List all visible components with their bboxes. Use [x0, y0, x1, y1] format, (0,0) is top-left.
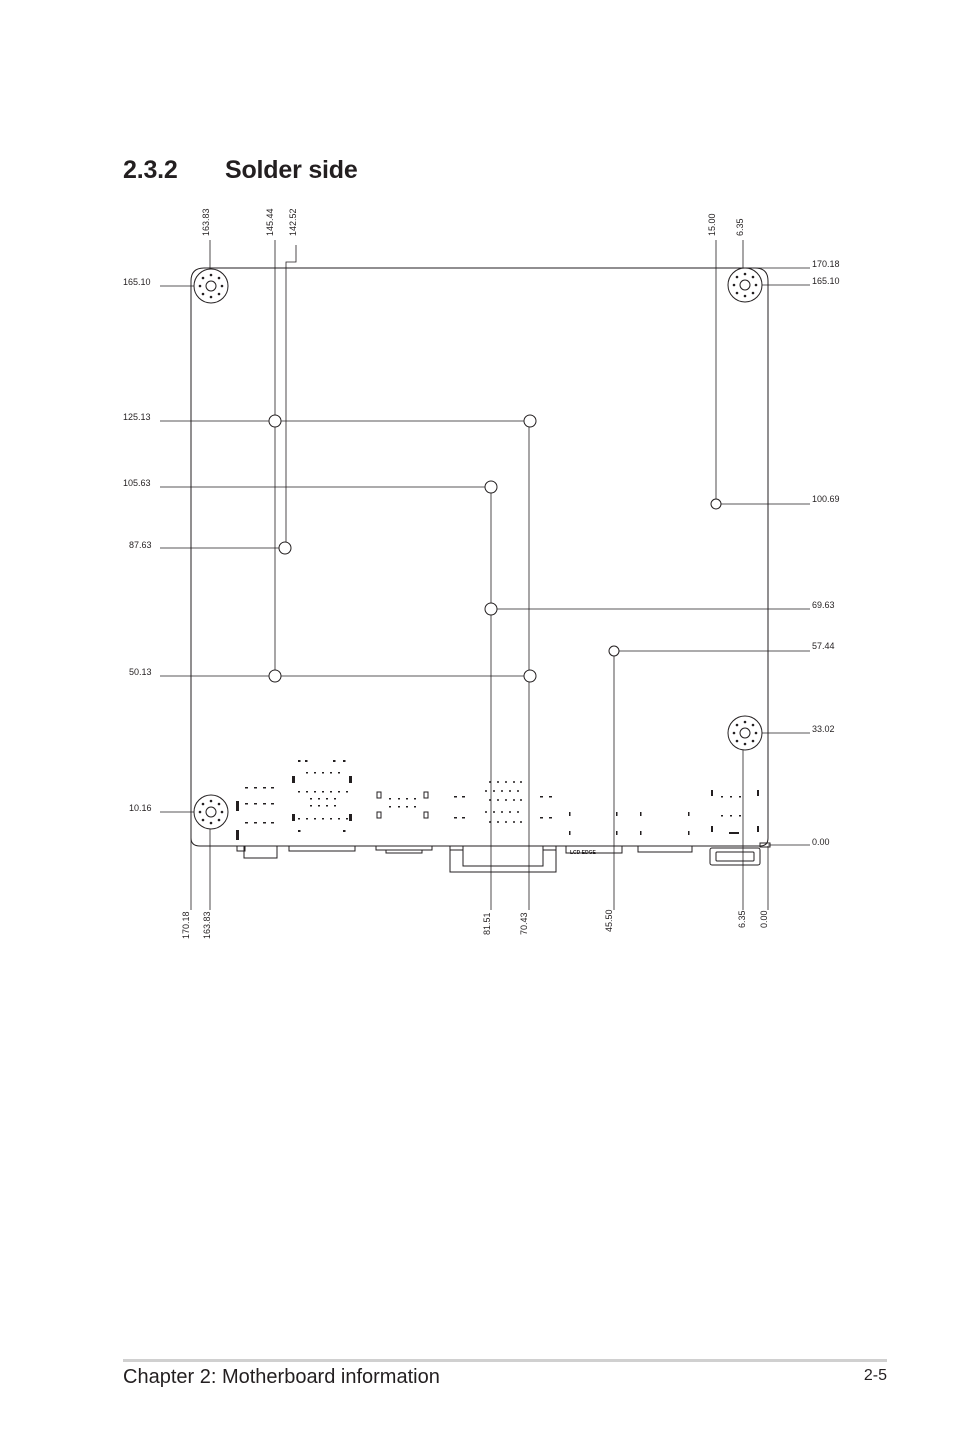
top-label: 142.52 — [288, 208, 298, 236]
footer-chapter: Chapter 2: Motherboard information — [123, 1366, 440, 1388]
right-label: 100.69 — [812, 494, 840, 504]
connector-6 — [710, 790, 770, 865]
left-label: 105.63 — [123, 478, 151, 488]
io-connectors — [236, 760, 770, 872]
connector-4 — [450, 781, 556, 872]
alignment-holes — [269, 415, 721, 682]
vertical-dimension-lines — [191, 240, 768, 910]
left-label: 50.13 — [129, 667, 152, 677]
horizontal-dimension-lines — [160, 268, 810, 845]
left-label: 125.13 — [123, 412, 151, 422]
connector-label: LCD EDGE — [570, 850, 596, 856]
right-label: 69.63 — [812, 600, 835, 610]
left-label: 165.10 — [123, 277, 151, 287]
mounting-hole-bottom-left — [194, 795, 228, 829]
connector-5 — [566, 812, 692, 856]
right-label: 170.18 — [812, 259, 840, 269]
mounting-hole-top-left — [194, 269, 228, 303]
top-label: 163.83 — [201, 208, 211, 236]
right-label: 33.02 — [812, 724, 835, 734]
board-outline — [191, 268, 768, 846]
left-label: 87.63 — [129, 540, 152, 550]
right-label: 57.44 — [812, 641, 835, 651]
mounting-hole-top-right — [728, 268, 762, 302]
connector-3 — [376, 792, 432, 853]
bottom-label: 170.18 — [181, 911, 191, 939]
section-title: Solder side — [225, 156, 358, 184]
dimension-labels — [123, 208, 840, 939]
bottom-label: 45.50 — [604, 909, 614, 932]
top-label: 15.00 — [707, 213, 717, 236]
connector-2 — [289, 760, 355, 851]
bottom-label: 70.43 — [519, 912, 529, 935]
top-label: 145.44 — [265, 208, 275, 236]
bottom-label: 81.51 — [482, 912, 492, 935]
mounting-hole-mid-right — [728, 716, 762, 750]
bottom-label: 163.83 — [202, 911, 212, 939]
bottom-label: 6.35 — [737, 910, 747, 928]
right-label: 0.00 — [812, 837, 830, 847]
top-label: 6.35 — [735, 218, 745, 236]
connector-1 — [236, 787, 277, 858]
bottom-label: 0.00 — [759, 910, 769, 928]
footer-rule — [123, 1359, 887, 1362]
footer-page-number: 2-5 — [863, 1367, 887, 1384]
left-label: 10.16 — [129, 803, 152, 813]
section-number: 2.3.2 — [123, 156, 178, 184]
right-label: 165.10 — [812, 276, 840, 286]
